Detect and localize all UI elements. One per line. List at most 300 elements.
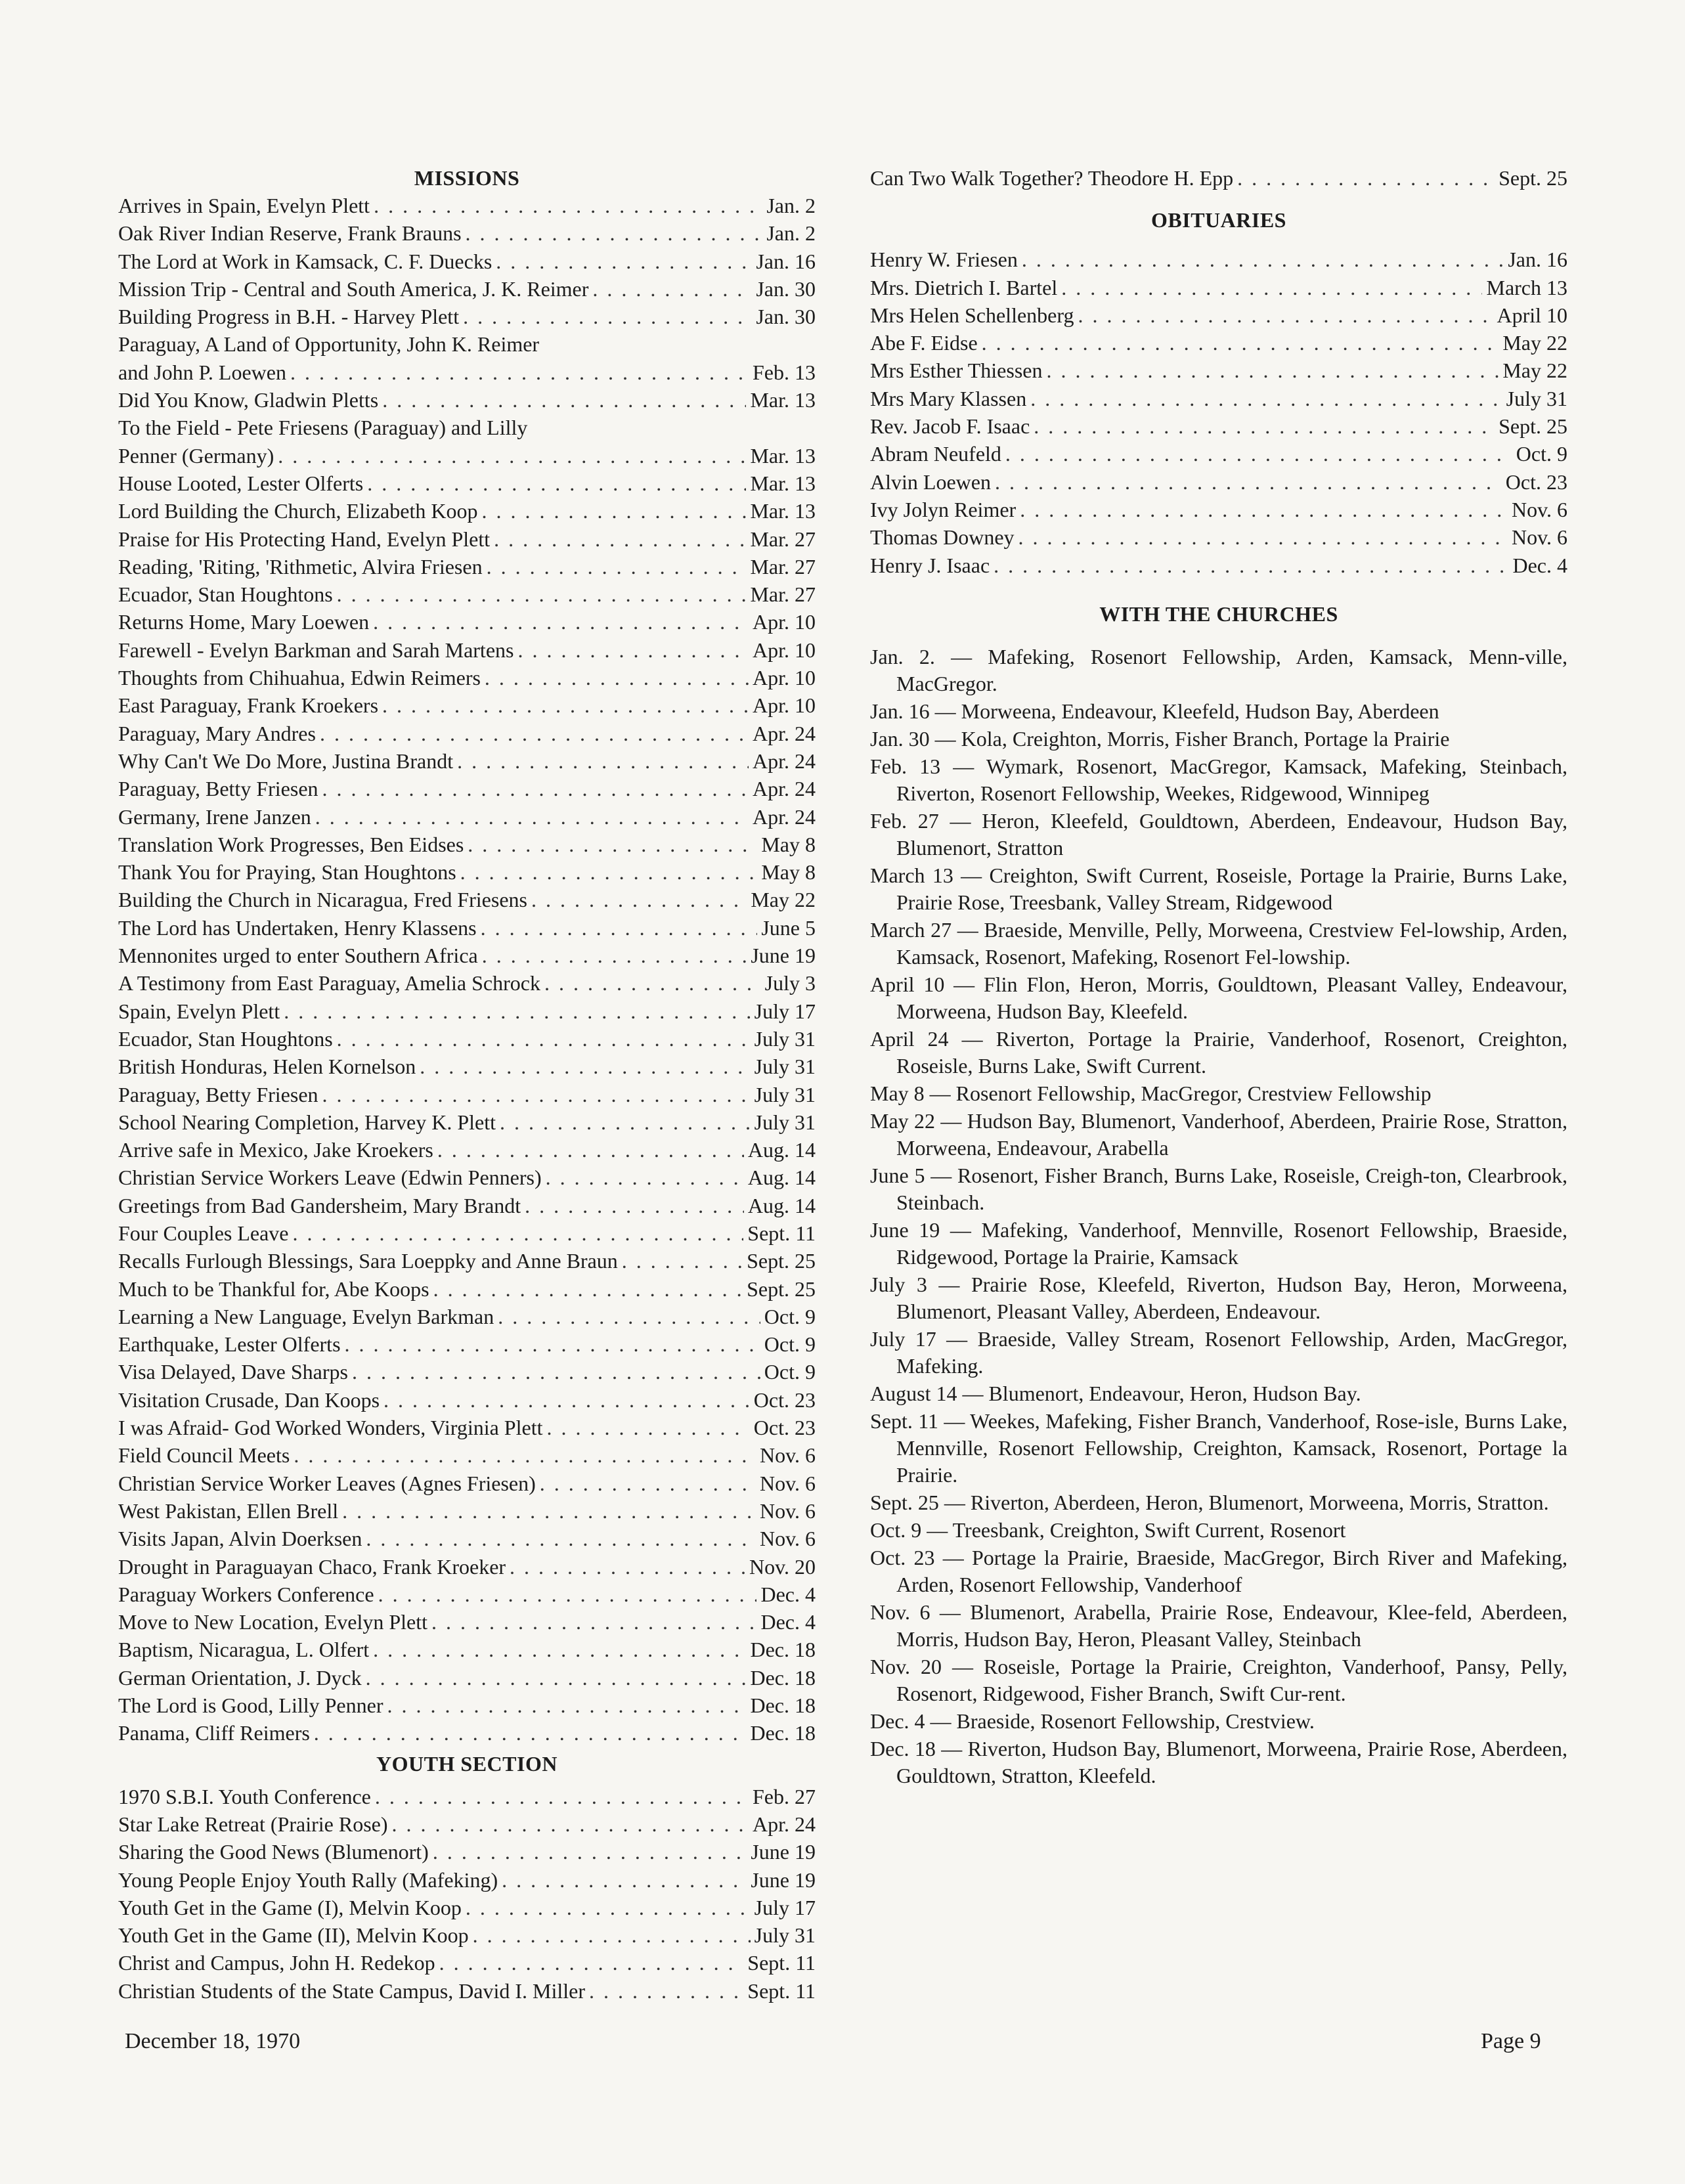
- dot-leader: [293, 1219, 744, 1247]
- dot-leader: [320, 720, 749, 747]
- mission-entry: [118, 359, 816, 386]
- churches-list: [870, 644, 1567, 1789]
- mission-entry-date: Mar. 13: [750, 471, 816, 495]
- youth-entry-date: Apr. 24: [753, 1812, 816, 1836]
- dot-leader: [457, 747, 749, 775]
- dot-leader: [294, 1441, 756, 1469]
- mission-entry-title: Learning a New Language, Evelyn Barkman: [118, 1304, 494, 1328]
- dot-leader: [994, 552, 1508, 579]
- dot-leader: [525, 1192, 744, 1219]
- church-schedule-entry: Nov. 6 — Blumenort, Arabella, Prairie Rose, Endeavour, Klee-feld, Aberdeen, Morris, Hudson Bay, Heron, Pleasant Valley, Steinbach: [870, 1600, 1567, 1651]
- dot-leader: [278, 442, 746, 470]
- dot-leader: [373, 608, 749, 636]
- feature-article: [870, 164, 1567, 192]
- mission-entry: [118, 414, 816, 441]
- dot-leader: [284, 997, 750, 1025]
- youth-entry-title: Young People Enjoy Youth Rally (Mafeking): [118, 1867, 498, 1892]
- mission-entry: [118, 497, 816, 525]
- mission-entry-date: Nov. 6: [759, 1527, 816, 1551]
- mission-entry-date: Oct. 9: [764, 1304, 816, 1328]
- dot-leader: [373, 1636, 746, 1663]
- mission-entry-title: Lord Building the Church, Elizabeth Koop: [118, 499, 478, 523]
- mission-entry: [118, 330, 816, 358]
- mission-entry: [118, 1219, 816, 1247]
- mission-entry-date: Jan. 2: [766, 221, 816, 246]
- mission-entry: [118, 1692, 816, 1719]
- youth-entry-title: Sharing the Good News (Blumenort): [118, 1840, 429, 1864]
- dot-leader: [466, 1894, 751, 1921]
- mission-entry: [118, 1136, 816, 1164]
- church-schedule-entry: Oct. 23 — Portage la Prairie, Braeside, MacGregor, Birch River and Mafeking, Arden, Rosenort Fellowship, Vanderhoof: [870, 1545, 1567, 1596]
- mission-entry: [118, 1192, 816, 1219]
- mission-entry: [118, 386, 816, 414]
- mission-entry-title: Returns Home, Mary Loewen: [118, 610, 370, 634]
- church-schedule-entry: April 10 — Flin Flon, Heron, Morris, Gouldtown, Pleasant Valley, Endeavour, Morweena, Hudson Bay, Kleefeld.: [870, 972, 1567, 1023]
- dot-leader: [498, 1303, 760, 1330]
- church-schedule-entry: Sept. 11 — Weekes, Mafeking, Fisher Branch, Vanderhoof, Rose-isle, Burns Lake, Mennville, Rosenort Fellowship, Creighton, Kamsack, Rosenort, Portage la Prairie.: [870, 1409, 1567, 1487]
- dot-leader: [439, 1949, 744, 1977]
- mission-entry-title: Translation Work Progresses, Ben Eidses: [118, 832, 464, 856]
- dot-leader: [496, 248, 752, 275]
- obituary-entry-title: Alvin Loewen: [870, 470, 991, 494]
- dot-leader: [482, 942, 747, 969]
- dot-leader: [546, 1414, 749, 1441]
- obituary-entry-title: Mrs. Dietrich I. Bartel: [870, 275, 1058, 299]
- mission-entry-title: Penner (Germany): [118, 443, 274, 468]
- mission-entry-title: Spain, Evelyn Plett: [118, 999, 280, 1023]
- mission-entry: [118, 1025, 816, 1053]
- church-schedule-entry: June 19 — Mafeking, Vanderhoof, Mennville, Rosenort Fellowship, Braeside, Ridgewood, Portage la Prairie, Kamsack: [870, 1217, 1567, 1269]
- mission-entry-date: June 5: [761, 915, 816, 940]
- mission-entry: [118, 969, 816, 997]
- obituary-entry-date: May 22: [1502, 331, 1567, 355]
- mission-entry: [118, 608, 816, 636]
- mission-entry-date: May 8: [761, 860, 816, 885]
- mission-entry-title: Did You Know, Gladwin Pletts: [118, 388, 379, 412]
- mission-entry-date: Mar. 13: [750, 388, 816, 412]
- mission-entry-date: Nov. 6: [759, 1443, 816, 1468]
- mission-entry-date: Nov. 6: [759, 1471, 816, 1495]
- obituary-entry-title: Mrs Esther Thiessen: [870, 359, 1043, 383]
- dot-leader: [463, 303, 752, 330]
- dot-leader: [622, 1247, 743, 1275]
- dot-leader: [982, 329, 1499, 357]
- mission-entry: [118, 1358, 816, 1386]
- dot-leader: [481, 914, 758, 942]
- mission-entry: [118, 858, 816, 886]
- mission-entry-date: Aug. 14: [747, 1193, 816, 1217]
- mission-entry-date: Apr. 10: [753, 638, 816, 662]
- mission-entry-title: Earthquake, Lester Olferts: [118, 1332, 341, 1357]
- obituaries-heading: OBITUARIES: [1151, 208, 1286, 232]
- feature-title: Can Two Walk Together? Theodore H. Epp: [870, 166, 1234, 190]
- mission-entry-title: Paraguay, Mary Andres: [118, 721, 316, 745]
- mission-entry-title: British Honduras, Helen Kornelson: [118, 1055, 416, 1079]
- dot-leader: [1078, 301, 1493, 329]
- mission-entry-date: Jan. 2: [766, 194, 816, 217]
- mission-entry-date: Apr. 24: [753, 777, 816, 801]
- dot-leader: [322, 1081, 751, 1108]
- mission-entry-title: German Orientation, J. Dyck: [118, 1665, 362, 1690]
- obituary-entry-date: Nov. 6: [1511, 525, 1567, 550]
- dot-leader: [315, 803, 749, 831]
- mission-entry-title: Arrives in Spain, Evelyn Plett: [118, 194, 370, 217]
- mission-entry-date: Apr. 24: [753, 749, 816, 773]
- dot-leader: [322, 775, 749, 802]
- church-schedule-entry: August 14 — Blumenort, Endeavour, Heron, Hudson Bay.: [870, 1381, 1361, 1405]
- dot-leader: [342, 1497, 756, 1525]
- mission-entry: [118, 803, 816, 831]
- mission-entry-date: Dec. 18: [750, 1721, 816, 1745]
- dot-leader: [433, 1838, 747, 1866]
- mission-entry-title: Oak River Indian Reserve, Frank Brauns: [118, 221, 462, 246]
- mission-entry-date: Jan. 16: [756, 249, 816, 273]
- youth-entry: [118, 1838, 816, 1866]
- dot-leader: [540, 1470, 756, 1497]
- obituary-entry-title: Abram Neufeld: [870, 442, 1001, 466]
- mission-entry-title: Field Council Meets: [118, 1443, 290, 1468]
- youth-entry-date: July 17: [754, 1895, 816, 1919]
- dot-leader: [502, 1866, 747, 1894]
- church-schedule-entry: Dec. 18 — Riverton, Hudson Bay, Blumenort, Morweena, Prairie Rose, Aberdeen, Gouldtown, Stratton, Kleefeld.: [870, 1736, 1567, 1787]
- youth-section-heading: YOUTH SECTION: [376, 1751, 558, 1776]
- obituary-entry: [870, 412, 1567, 440]
- dot-leader: [1034, 412, 1495, 440]
- mission-entry-title: Paraguay, Betty Friesen: [118, 777, 318, 801]
- mission-entry: [118, 580, 816, 608]
- mission-entry: [118, 1470, 816, 1497]
- mission-entry-date: May 22: [751, 888, 816, 912]
- youth-list: [118, 1783, 816, 2005]
- dot-leader: [517, 636, 749, 664]
- mission-entry-date: July 31: [754, 1026, 816, 1051]
- missions-heading: MISSIONS: [414, 166, 520, 190]
- dot-leader: [366, 1664, 747, 1692]
- mission-entry: [118, 1414, 816, 1441]
- mission-entry: [118, 1164, 816, 1191]
- missions-list: [118, 192, 816, 1747]
- mission-entry-title: Building Progress in B.H. - Harvey Plett: [118, 305, 460, 329]
- footer-date: December 18, 1970: [125, 2029, 301, 2053]
- obituary-entry: [870, 468, 1567, 496]
- mission-entry: [118, 1636, 816, 1663]
- dot-leader: [433, 1275, 743, 1303]
- dot-leader: [1018, 523, 1508, 551]
- mission-entry: [118, 942, 816, 969]
- dot-leader: [510, 1553, 745, 1581]
- dot-leader: [1030, 385, 1502, 412]
- obituary-entry-date: July 31: [1506, 386, 1567, 410]
- youth-entry-title: Christian Students of the State Campus, David I. Miller: [118, 1978, 586, 2003]
- obituary-entry-title: Rev. Jacob F. Isaac: [870, 414, 1030, 439]
- obituary-entry-date: Dec. 4: [1512, 553, 1567, 577]
- mission-entry-date: May 8: [761, 832, 816, 856]
- mission-entry-title: The Lord at Work in Kamsack, C. F. Duecks: [118, 249, 492, 273]
- dot-leader: [337, 1025, 751, 1053]
- dot-leader: [544, 969, 761, 997]
- church-schedule-entry: Feb. 27 — Heron, Kleefeld, Gouldtown, Aberdeen, Endeavour, Hudson Bay, Blumenort, Stratton: [870, 808, 1567, 860]
- mission-entry: [118, 553, 816, 580]
- mission-entry-title: Visits Japan, Alvin Doerksen: [118, 1527, 362, 1551]
- dot-leader: [437, 1136, 744, 1164]
- mission-entry-date: Aug. 14: [747, 1166, 816, 1190]
- mission-entry-title: Four Couples Leave: [118, 1221, 289, 1245]
- mission-entry-title: Germany, Irene Janzen: [118, 804, 311, 829]
- dot-leader: [314, 1719, 747, 1747]
- mission-entry-date: Mar. 13: [750, 443, 816, 468]
- mission-entry-title: East Paraguay, Frank Kroekers: [118, 693, 379, 718]
- mission-entry-title: The Lord has Undertaken, Henry Klassens: [118, 915, 477, 940]
- mission-entry-date: Oct. 9: [764, 1332, 816, 1357]
- mission-entry: [118, 831, 816, 858]
- mission-entry-date: Oct. 9: [764, 1360, 816, 1384]
- youth-entry-date: July 31: [754, 1923, 816, 1948]
- mission-entry-title: Why Can't We Do More, Justina Brandt: [118, 749, 454, 773]
- obituary-entry: [870, 329, 1567, 357]
- mission-entry: [118, 1525, 816, 1552]
- dot-leader: [383, 1386, 750, 1414]
- mission-entry: [118, 775, 816, 802]
- dot-leader: [460, 858, 758, 886]
- mission-entry: [118, 1553, 816, 1581]
- youth-entry-date: June 19: [751, 1840, 816, 1864]
- obituary-entry-date: May 22: [1502, 359, 1567, 383]
- dot-leader: [420, 1053, 750, 1080]
- obituary-entry: [870, 385, 1567, 412]
- mission-entry-date: Apr. 10: [753, 666, 816, 690]
- mission-entry: [118, 1053, 816, 1080]
- mission-entry: [118, 1386, 816, 1414]
- obituary-entry-title: Henry W. Friesen: [870, 248, 1018, 272]
- feature-entry: [870, 164, 1567, 192]
- dot-leader: [382, 386, 746, 414]
- dot-leader: [337, 580, 747, 608]
- church-schedule-entry: July 17 — Braeside, Valley Stream, Rosenort Fellowship, Arden, MacGregor, Mafeking.: [870, 1326, 1567, 1378]
- obituary-entry-title: Abe F. Eidse: [870, 331, 978, 355]
- mission-entry-title: To the Field - Pete Friesens (Paraguay) and Lilly: [118, 416, 528, 440]
- youth-entry-title: Youth Get in the Game (II), Melvin Koop: [118, 1923, 469, 1948]
- mission-entry-title: Mission Trip - Central and South America, J. K. Reimer: [118, 276, 589, 301]
- church-schedule-entry: June 5 — Rosenort, Fisher Branch, Burns Lake, Roseisle, Creigh-ton, Clearbrook, Steinbach.: [870, 1163, 1567, 1214]
- mission-entry-date: Apr. 10: [753, 693, 816, 718]
- mission-entry: [118, 1719, 816, 1747]
- mission-entry: [118, 886, 816, 913]
- mission-entry-title: Paraguay, Betty Friesen: [118, 1082, 318, 1106]
- mission-entry: [118, 1275, 816, 1303]
- dot-leader: [995, 468, 1502, 496]
- dot-leader: [382, 691, 749, 719]
- mission-entry: [118, 1247, 816, 1275]
- mission-entry-title: Thoughts from Chihuahua, Edwin Reimers: [118, 666, 481, 690]
- obituary-entry-title: Mrs Helen Schellenberg: [870, 303, 1074, 327]
- obituary-entry-date: Oct. 23: [1505, 470, 1567, 494]
- youth-entry: [118, 1866, 816, 1894]
- obituary-entry-title: Mrs Mary Klassen: [870, 386, 1027, 410]
- mission-entry: [118, 691, 816, 719]
- mission-entry-title: Ecuador, Stan Houghtons: [118, 582, 333, 607]
- obituary-entry-date: Sept. 25: [1499, 414, 1567, 439]
- obituary-entry: [870, 523, 1567, 551]
- youth-entry-title: 1970 S.B.I. Youth Conference: [118, 1784, 371, 1808]
- mission-entry-title: Much to be Thankful for, Abe Koops: [118, 1277, 429, 1301]
- obituary-entry-date: March 13: [1486, 275, 1567, 299]
- church-schedule-entry: May 22 — Hudson Bay, Blumenort, Vanderhoof, Aberdeen, Prairie Rose, Stratton, Morweena, Endeavour, Arabella: [870, 1108, 1567, 1160]
- mission-entry-date: July 31: [754, 1055, 816, 1079]
- youth-entry: [118, 1949, 816, 1977]
- mission-entry-date: Oct. 23: [753, 1416, 816, 1440]
- mission-entry-title: Farewell - Evelyn Barkman and Sarah Martens: [118, 638, 514, 662]
- mission-entry-title: Paraguay Workers Conference: [118, 1582, 374, 1606]
- obituary-entry-date: April 10: [1497, 303, 1567, 327]
- mission-entry-date: Dec. 18: [750, 1665, 816, 1690]
- mission-entry: [118, 525, 816, 553]
- mission-entry: [118, 1581, 816, 1608]
- mission-entry: [118, 636, 816, 664]
- mission-entry-date: Mar. 27: [750, 582, 816, 607]
- mission-entry-title: Mennonites urged to enter Southern Africa: [118, 944, 478, 968]
- church-schedule-entry: Jan. 2. — Mafeking, Rosenort Fellowship, Arden, Kamsack, Menn-ville, MacGregor.: [870, 644, 1567, 695]
- mission-entry-title: West Pakistan, Ellen Brell: [118, 1498, 339, 1523]
- dot-leader: [494, 525, 746, 553]
- obituary-entry-date: Nov. 6: [1511, 497, 1567, 521]
- mission-entry: [118, 470, 816, 497]
- mission-entry-title: Drought in Paraguayan Chaco, Frank Kroeker: [118, 1554, 506, 1579]
- dot-leader: [374, 192, 762, 219]
- mission-entry: [118, 747, 816, 775]
- mission-entry-date: July 31: [754, 1110, 816, 1134]
- mission-entry: [118, 1081, 816, 1108]
- dot-leader: [366, 1525, 756, 1552]
- church-schedule-entry: Jan. 16 — Morweena, Endeavour, Kleefeld, Hudson Bay, Aberdeen: [870, 699, 1439, 723]
- mission-entry-date: Feb. 13: [753, 360, 816, 384]
- mission-entry-title: Visitation Crusade, Dan Koops: [118, 1387, 380, 1412]
- mission-entry-date: Mar. 13: [750, 499, 816, 523]
- dot-leader: [1046, 357, 1499, 384]
- church-schedule-entry: Feb. 13 — Wymark, Rosenort, MacGregor, Kamsack, Mafeking, Steinbach, Riverton, Rosenort Fellowship, Weekes, Ridgewood, Winnipeg: [870, 754, 1567, 805]
- dot-leader: [481, 497, 746, 525]
- mission-entry-date: Dec. 4: [760, 1610, 816, 1634]
- youth-entry-date: June 19: [751, 1867, 816, 1892]
- youth-entry-date: Sept. 11: [747, 1951, 816, 1975]
- feature-date: Sept. 25: [1499, 166, 1567, 190]
- dot-leader: [592, 275, 752, 303]
- youth-entry: [118, 1783, 816, 1810]
- mission-entry-title: Greetings from Bad Gandersheim, Mary Brandt: [118, 1193, 521, 1217]
- obituaries-list: [870, 246, 1567, 579]
- youth-entry-title: Christ and Campus, John H. Redekop: [118, 1951, 435, 1975]
- church-schedule-entry: July 3 — Prairie Rose, Kleefeld, Riverton, Hudson Bay, Heron, Morweena, Blumenort, Pleasant Valley, Aberdeen, Endeavour.: [870, 1272, 1567, 1323]
- mission-entry-date: Dec. 4: [760, 1582, 816, 1606]
- youth-entry-date: Sept. 11: [747, 1978, 816, 2003]
- church-schedule-entry: April 24 — Riverton, Portage la Prairie, Vanderhoof, Rosenort, Creighton, Roseisle, Burns Lake, Swift Current.: [870, 1026, 1567, 1078]
- youth-entry-title: Youth Get in the Game (I), Melvin Koop: [118, 1895, 462, 1919]
- mission-entry-date: Nov. 20: [749, 1554, 816, 1579]
- dot-leader: [473, 1921, 751, 1949]
- mission-entry: [118, 303, 816, 330]
- youth-entry: [118, 1810, 816, 1838]
- mission-entry-date: Jan. 30: [756, 305, 816, 329]
- mission-entry-title: Arrive safe in Mexico, Jake Kroekers: [118, 1138, 433, 1162]
- mission-entry-date: June 19: [751, 944, 816, 968]
- dot-leader: [431, 1608, 756, 1636]
- youth-entry: [118, 1977, 816, 2005]
- mission-entry-title: House Looted, Lester Olferts: [118, 471, 364, 495]
- obituary-entry: [870, 496, 1567, 523]
- mission-entry-date: Sept. 11: [747, 1221, 816, 1245]
- mission-entry-date: Oct. 23: [753, 1387, 816, 1412]
- obituary-entry-title: Ivy Jolyn Reimer: [870, 497, 1017, 521]
- mission-entry-date: July 17: [754, 999, 816, 1023]
- mission-entry-title: Christian Service Workers Leave (Edwin Penners): [118, 1166, 542, 1190]
- dot-leader: [531, 886, 747, 913]
- mission-entry: [118, 1303, 816, 1330]
- mission-entry-date: Mar. 27: [750, 554, 816, 579]
- mission-entry: [118, 1608, 816, 1636]
- church-schedule-entry: Jan. 30 — Kola, Creighton, Morris, Fisher Branch, Portage la Prairie: [870, 726, 1450, 751]
- church-schedule-entry: Oct. 9 — Treesbank, Creighton, Swift Current, Rosenort: [870, 1518, 1346, 1542]
- mission-entry-title: I was Afraid- God Worked Wonders, Virginia Plett: [118, 1416, 543, 1440]
- mission-entry-date: July 31: [754, 1082, 816, 1106]
- mission-entry-title: Move to New Location, Evelyn Plett: [118, 1610, 428, 1634]
- mission-entry: [118, 997, 816, 1025]
- mission-entry-title: Christian Service Worker Leaves (Agnes Friesen): [118, 1471, 536, 1495]
- dot-leader: [468, 831, 757, 858]
- mission-entry-title: Thank You for Praying, Stan Houghtons: [118, 860, 456, 885]
- mission-entry-date: Aug. 14: [747, 1138, 816, 1162]
- mission-entry-date: July 3: [764, 971, 816, 995]
- obituary-entry: [870, 246, 1567, 273]
- mission-entry: [118, 1108, 816, 1136]
- dot-leader: [1237, 164, 1495, 192]
- obituary-entry-date: Jan. 16: [1508, 248, 1567, 272]
- dot-leader: [466, 219, 763, 247]
- mission-entry: [118, 720, 816, 747]
- mission-entry: [118, 1497, 816, 1525]
- mission-entry-title: The Lord is Good, Lilly Penner: [118, 1693, 383, 1718]
- mission-entry-date: Mar. 27: [750, 527, 816, 551]
- mission-entry-title: and John P. Loewen: [118, 360, 286, 384]
- dot-leader: [500, 1108, 751, 1136]
- mission-entry-title: Reading, 'Riting, 'Rithmetic, Alvira Friesen: [118, 554, 483, 579]
- obituary-entry: [870, 552, 1567, 579]
- mission-entry-date: Nov. 6: [759, 1498, 816, 1523]
- obituary-entry: [870, 274, 1567, 301]
- mission-entry-date: Dec. 18: [750, 1638, 816, 1662]
- church-schedule-entry: May 8 — Rosenort Fellowship, MacGregor, Crestview Fellowship: [870, 1081, 1432, 1105]
- dot-leader: [290, 359, 749, 386]
- dot-leader: [589, 1977, 743, 2005]
- church-schedule-entry: March 27 — Braeside, Menville, Pelly, Morweena, Crestview Fel-lowship, Arden, Kamsack, Rosenort, Mafeking, Rosenort Fel-lowship.: [870, 917, 1567, 969]
- mission-entry-title: Building the Church in Nicaragua, Fred Friesens: [118, 888, 527, 912]
- dot-leader: [352, 1358, 760, 1386]
- mission-entry-date: Sept. 25: [747, 1249, 816, 1273]
- youth-entry: [118, 1921, 816, 1949]
- mission-entry-date: Dec. 18: [750, 1693, 816, 1718]
- mission-entry-title: Praise for His Protecting Hand, Evelyn Plett: [118, 527, 491, 551]
- dot-leader: [345, 1330, 760, 1358]
- mission-entry-title: A Testimony from East Paraguay, Amelia Schrock: [118, 971, 540, 995]
- dot-leader: [546, 1164, 744, 1191]
- mission-entry: [118, 442, 816, 470]
- church-schedule-entry: March 13 — Creighton, Swift Current, Roseisle, Portage la Prairie, Burns Lake, Prairie Rose, Treesbank, Valley Stream, Ridgewood: [870, 863, 1567, 914]
- dot-leader: [378, 1581, 757, 1608]
- church-schedule-entry: Dec. 4 — Braeside, Rosenort Fellowship, Crestview.: [870, 1709, 1315, 1733]
- mission-entry-title: Paraguay, A Land of Opportunity, John K. Reimer: [118, 332, 540, 357]
- obituary-entry: [870, 357, 1567, 384]
- page-number: Page 9: [1481, 2029, 1541, 2053]
- dot-leader: [1020, 496, 1508, 523]
- dot-leader: [1005, 440, 1512, 468]
